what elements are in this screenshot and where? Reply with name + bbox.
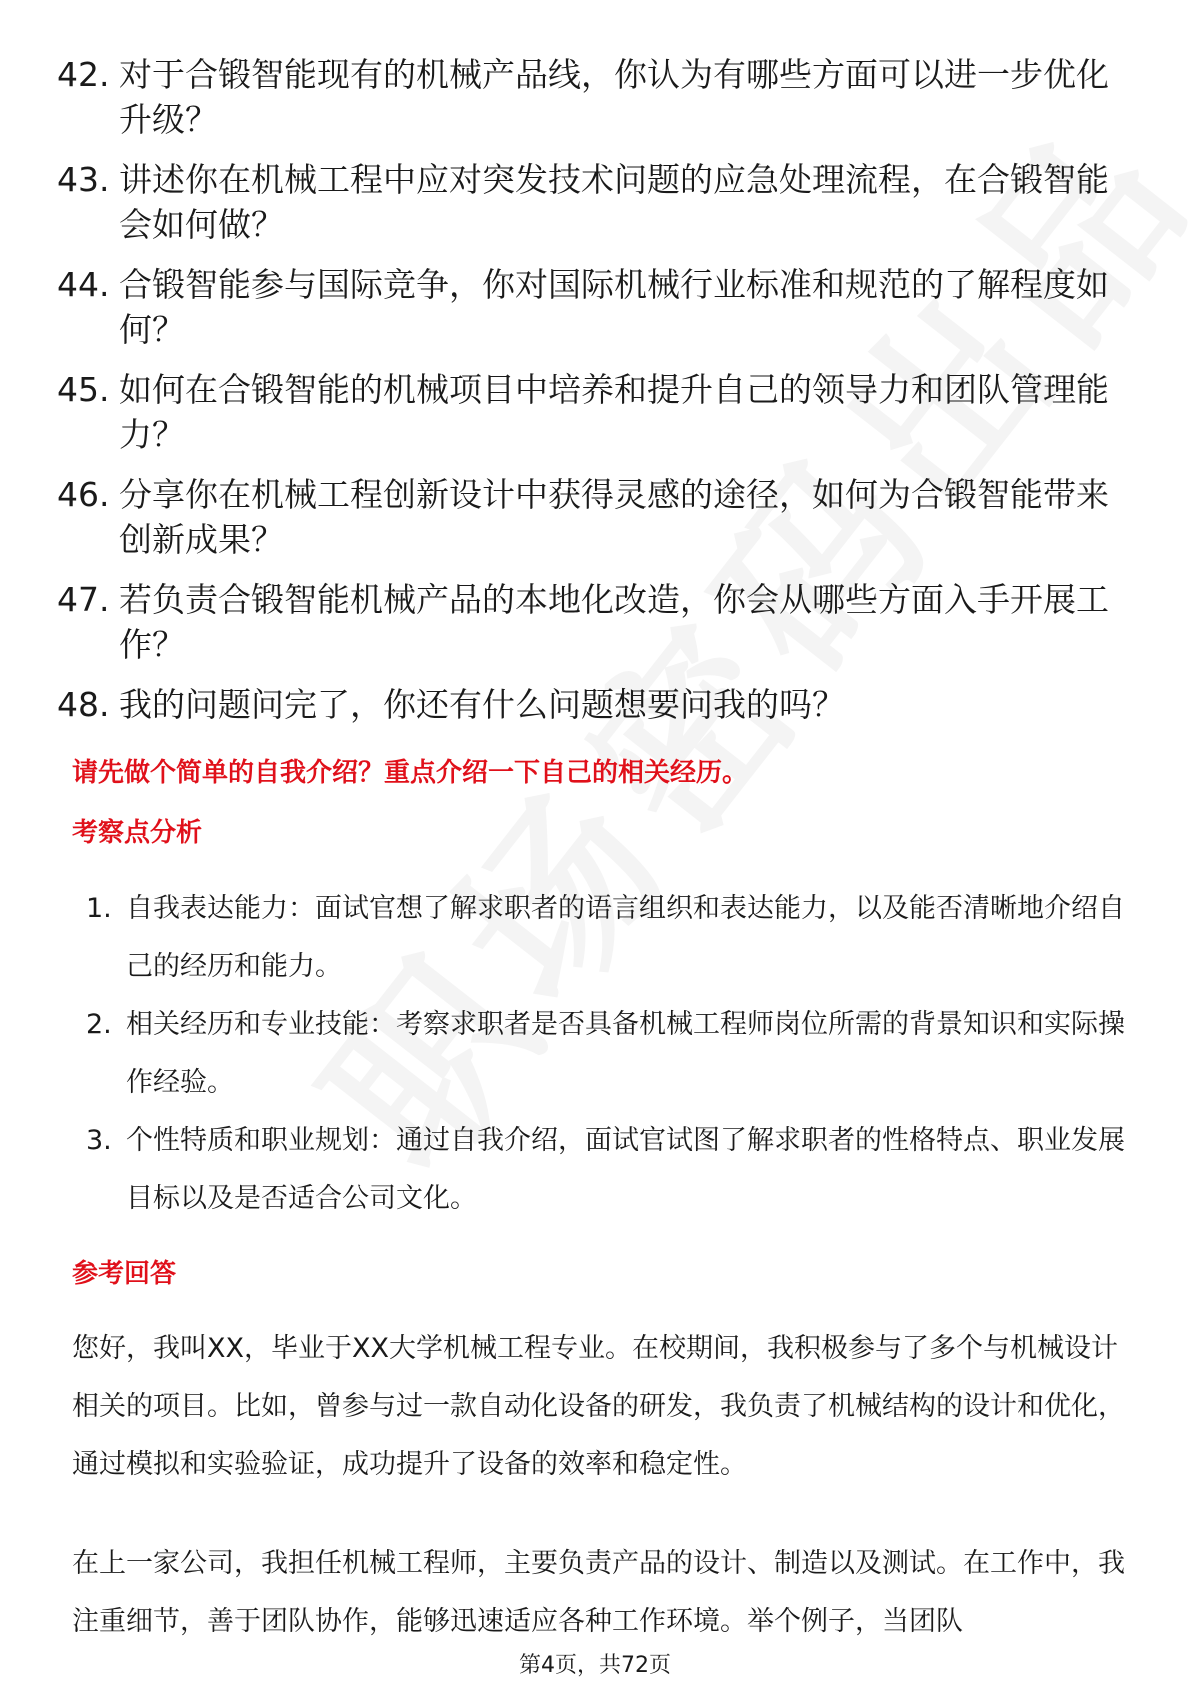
- answer-heading: 参考回答: [72, 1259, 177, 1289]
- analysis-heading: 考察点分析: [72, 818, 203, 848]
- point-number: 1.: [86, 893, 112, 924]
- highlight-question: 请先做个简单的自我介绍？重点介绍一下自己的相关经历。: [72, 758, 749, 788]
- point-text: 自我表达能力：面试官想了解求职者的语言组织和表达能力，以及能否清晰地介绍自己的经历和能力。: [126, 893, 1125, 982]
- list-item: [86, 996, 1126, 1112]
- list-item: [57, 577, 1117, 667]
- question-number: 46.: [57, 475, 110, 514]
- point-text: 相关经历和专业技能：考察求职者是否具备机械工程师岗位所需的背景知识和实际操作经验。: [126, 1009, 1125, 1098]
- list-item: [57, 262, 1117, 352]
- list-item: [57, 367, 1117, 457]
- question-number: 42.: [57, 55, 110, 94]
- question-text: 我的问题问完了，你还有什么问题想要问我的吗？: [119, 685, 845, 724]
- list-item: [86, 880, 1126, 996]
- page-footer: 第4页，共72页: [519, 1653, 671, 1678]
- question-number: 44.: [57, 265, 110, 304]
- question-number: 48.: [57, 685, 110, 724]
- question-text: 对于合锻智能现有的机械产品线，你认为有哪些方面可以进一步优化升级？: [119, 55, 1109, 139]
- list-item: [57, 682, 1117, 727]
- point-number: 2.: [86, 1009, 112, 1040]
- list-item: [57, 157, 1117, 247]
- question-text: 合锻智能参与国际竞争，你对国际机械行业标准和规范的了解程度如何？: [119, 265, 1109, 349]
- question-text: 如何在合锻智能的机械项目中培养和提升自己的领导力和团队管理能力？: [119, 370, 1109, 454]
- question-number: 47.: [57, 580, 110, 619]
- question-text: 分享你在机械工程创新设计中获得灵感的途径，如何为合锻智能带来创新成果？: [119, 475, 1109, 559]
- list-item: [86, 1112, 1126, 1228]
- question-number: 45.: [57, 370, 110, 409]
- question-text: 讲述你在机械工程中应对突发技术问题的应急处理流程，在合锻智能会如何做？: [119, 160, 1109, 244]
- question-text: 若负责合锻智能机械产品的本地化改造，你会从哪些方面入手开展工作？: [119, 580, 1109, 664]
- point-number: 3.: [86, 1125, 112, 1156]
- answer-paragraph: 您好，我叫XX，毕业于XX大学机械工程专业。在校期间，我积极参与了多个与机械设计相关的项目。比如，曾参与过一款自动化设备的研发，我负责了机械结构的设计和优化，通过模拟和实验验证，成功提升了设备的效率和稳定性。: [72, 1333, 1125, 1480]
- list-item: [57, 472, 1117, 562]
- question-number: 43.: [57, 160, 110, 199]
- answer-paragraph: 在上一家公司，我担任机械工程师，主要负责产品的设计、制造以及测试。在工作中，我注重细节，善于团队协作，能够迅速适应各种工作环境。举个例子，当团队: [72, 1548, 1125, 1637]
- point-text: 个性特质和职业规划：通过自我介绍，面试官试图了解求职者的性格特点、职业发展目标以及是否适合公司文化。: [126, 1125, 1125, 1214]
- question-list: [57, 52, 1117, 742]
- list-item: [57, 52, 1117, 142]
- analysis-points-list: [86, 880, 1126, 1228]
